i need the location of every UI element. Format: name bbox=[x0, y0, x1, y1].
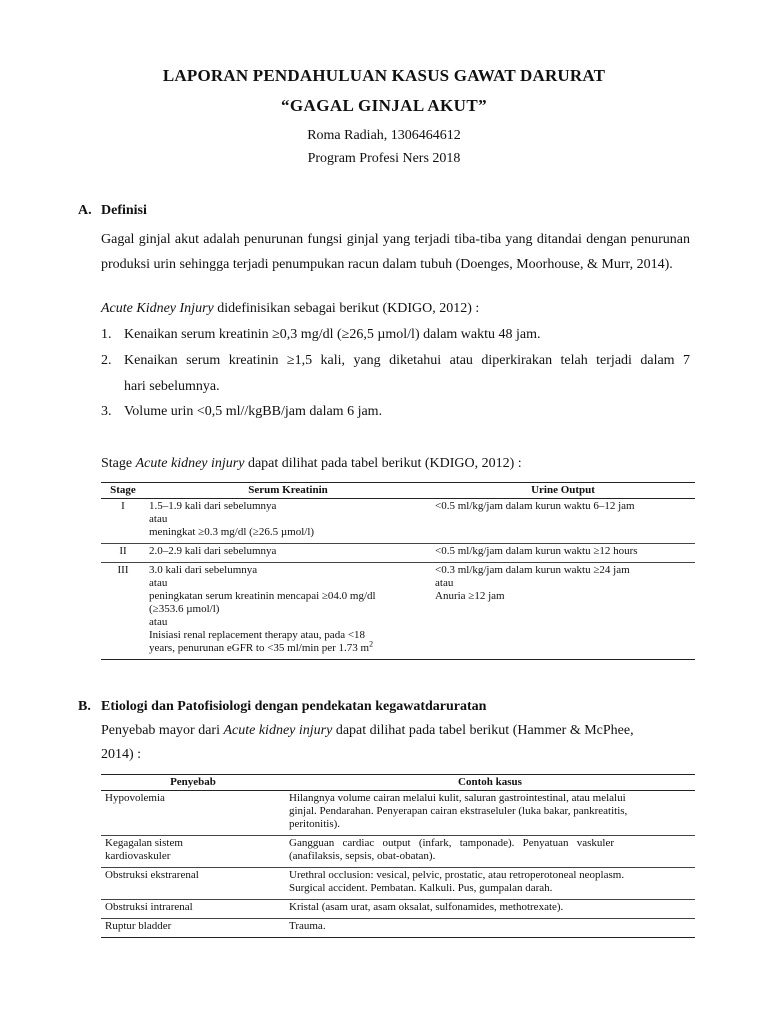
table-row bbox=[101, 544, 695, 563]
author-line: Roma Radiah, 1306464612 bbox=[307, 128, 461, 143]
col-header-cause: Penyebab bbox=[101, 775, 285, 791]
section-a-title: Definisi bbox=[101, 203, 147, 218]
cell-line: atau bbox=[149, 616, 168, 628]
document-title: LAPORAN PENDAHULUAN KASUS GAWAT DARURAT bbox=[162, 66, 606, 85]
table-row bbox=[101, 868, 695, 900]
cell-line: Obstruksi intrarenal bbox=[105, 901, 193, 913]
cell-line: Hilangnya volume cairan melalui kulit, saluran gastrointestinal, atau melalui bbox=[289, 792, 626, 804]
cell-line: Inisiasi renal replacement therapy atau, pada <18 bbox=[149, 629, 366, 641]
col-header-urine: Urine Output bbox=[431, 483, 695, 499]
example-cell bbox=[285, 791, 695, 836]
cell-line: <0.5 ml/kg/jam dalam kurun waktu 6–12 jam bbox=[435, 500, 635, 512]
example-cell bbox=[285, 868, 695, 900]
cell-line: atau bbox=[149, 513, 168, 525]
cell-line: Anuria ≥12 jam bbox=[435, 590, 505, 602]
list-item-3-number: 3. bbox=[101, 404, 112, 419]
cell-line: ginjal. Pendarahan. Penyerapan cairan ekstraseluler (luka bakar, pankreatitis, bbox=[289, 805, 628, 817]
list-item-1-text: Kenaikan serum kreatinin ≥0,3 mg/dl (≥26,5 µmol/l) dalam waktu 48 jam. bbox=[124, 327, 541, 342]
cause-table-header bbox=[101, 775, 695, 791]
cause-cell bbox=[101, 900, 285, 919]
program-line: Program Profesi Ners 2018 bbox=[307, 151, 461, 166]
aki-definition-line bbox=[101, 301, 479, 317]
cell-line: Urethral occlusion: vesical, pelvic, prostatic, atau retroperotoneal neoplasm. bbox=[289, 869, 625, 881]
aki-definition-text: didefinisikan sebagai berikut (KDIGO, 2012) : bbox=[213, 301, 480, 316]
aki-term: Acute Kidney Injury bbox=[101, 301, 214, 316]
col-header-serum: Serum Kreatinin bbox=[145, 483, 431, 499]
cell-line: Gangguan cardiac output (infark, tamponade). Penyatuan vaskuler bbox=[289, 837, 615, 849]
cause-table bbox=[101, 774, 695, 938]
cause-cell bbox=[101, 868, 285, 900]
table-row bbox=[101, 836, 695, 868]
section-b-letter: B. bbox=[78, 699, 91, 714]
cell-line bbox=[149, 639, 427, 655]
section-b-intro-cont: 2014) : bbox=[101, 747, 142, 762]
cell-line: Kristal (asam urat, asam oksalat, sulfonamides, methotrexate). bbox=[289, 901, 564, 913]
cell-line: (≥353.6 µmol/l) bbox=[149, 603, 220, 615]
stage-cell: I bbox=[101, 499, 145, 544]
cell-line: (anafilaksis, sepsis, obat-obatan). bbox=[289, 850, 436, 862]
cell-line: Kegagalan sistem bbox=[105, 837, 183, 849]
table-row bbox=[101, 499, 695, 544]
cell-line: atau bbox=[435, 577, 454, 589]
example-cell bbox=[285, 919, 695, 938]
cause-cell bbox=[101, 791, 285, 836]
cell-line: meningkat ≥0.3 mg/dl (≥26.5 µmol/l) bbox=[149, 526, 315, 538]
document-subtitle: “GAGAL GINJAL AKUT” bbox=[281, 96, 487, 115]
cause-cell bbox=[101, 919, 285, 938]
cell-line: peritonitis). bbox=[289, 818, 341, 830]
example-cell bbox=[285, 900, 695, 919]
cause-cell bbox=[101, 836, 285, 868]
cell-line: <0.5 ml/kg/jam dalam kurun waktu ≥12 hours bbox=[435, 545, 638, 557]
stage-cell: II bbox=[101, 544, 145, 563]
cell-line-text: years, penurunan eGFR to <35 ml/min per 1.73 m bbox=[149, 642, 370, 654]
list-item-1-number: 1. bbox=[101, 327, 112, 342]
stage-intro-pre: Stage bbox=[101, 456, 136, 471]
cell-line: 1.5–1.9 kali dari sebelumnya bbox=[149, 500, 277, 512]
col-header-stage: Stage bbox=[101, 483, 145, 499]
section-a-paragraph: Gagal ginjal akut adalah penurunan fungsi ginjal yang terjadi tiba-tiba yang ditandai dengan penurunan produksi urin sehingga terjadi penumpukan racun dalam tubuh (Doenges, Moorhouse, & Murr, 2014). bbox=[101, 232, 690, 272]
example-cell bbox=[285, 836, 695, 868]
table-row bbox=[101, 791, 695, 836]
serum-cell bbox=[145, 499, 431, 544]
list-item-2-number: 2. bbox=[101, 353, 112, 368]
table-row bbox=[101, 900, 695, 919]
cell-line: 3.0 kali dari sebelumnya bbox=[149, 564, 258, 576]
cell-line: Obstruksi ekstrarenal bbox=[105, 869, 199, 881]
list-item-3-text: Volume urin <0,5 ml//kgBB/jam dalam 6 jam. bbox=[124, 404, 383, 419]
stage-intro-post: dapat dilihat pada tabel berikut (KDIGO, 2012) : bbox=[244, 456, 522, 471]
col-header-example: Contoh kasus bbox=[285, 775, 695, 791]
stage-table-intro bbox=[101, 456, 522, 472]
cell-line: Trauma. bbox=[289, 920, 326, 932]
cell-line: Hypovolemia bbox=[105, 792, 165, 804]
urine-cell bbox=[431, 544, 695, 563]
cell-line: atau bbox=[149, 577, 168, 589]
intro-term: Acute kidney injury bbox=[223, 723, 333, 738]
urine-cell bbox=[431, 499, 695, 544]
table-row bbox=[101, 563, 695, 660]
section-a-letter: A. bbox=[78, 203, 92, 218]
intro-post: dapat dilihat pada tabel berikut (Hammer & McPhee, bbox=[332, 723, 634, 738]
stage-intro-term: Acute kidney injury bbox=[135, 456, 245, 471]
cell-line: kardiovaskuler bbox=[105, 850, 171, 862]
serum-cell bbox=[145, 544, 431, 563]
stage-cell: III bbox=[101, 563, 145, 660]
cell-line: Ruptur bladder bbox=[105, 920, 172, 932]
serum-cell bbox=[145, 563, 431, 660]
stage-table bbox=[101, 482, 695, 660]
list-item-2-text: Kenaikan serum kreatinin ≥1,5 kali, yang diketahui atau diperkirakan telah terjadi dalam 7 bbox=[124, 353, 690, 368]
cell-line: Surgical accident. Pembatan. Kalkuli. Pus, gumpalan darah. bbox=[289, 882, 553, 894]
cell-line: 2.0–2.9 kali dari sebelumnya bbox=[149, 545, 277, 557]
intro-pre: Penyebab mayor dari bbox=[101, 723, 224, 738]
section-b-intro bbox=[101, 723, 634, 739]
cell-line: <0.3 ml/kg/jam dalam kurun waktu ≥24 jam bbox=[435, 564, 630, 576]
superscript: 2 bbox=[369, 639, 374, 649]
section-b-title: Etiologi dan Patofisiologi dengan pendekatan kegawatdaruratan bbox=[101, 699, 487, 714]
list-item-2-text-cont: hari sebelumnya. bbox=[124, 379, 220, 394]
cell-line: peningkatan serum kreatinin mencapai ≥04.0 mg/dl bbox=[149, 590, 376, 602]
urine-cell bbox=[431, 563, 695, 660]
table-row bbox=[101, 919, 695, 938]
stage-table-header bbox=[101, 483, 695, 499]
